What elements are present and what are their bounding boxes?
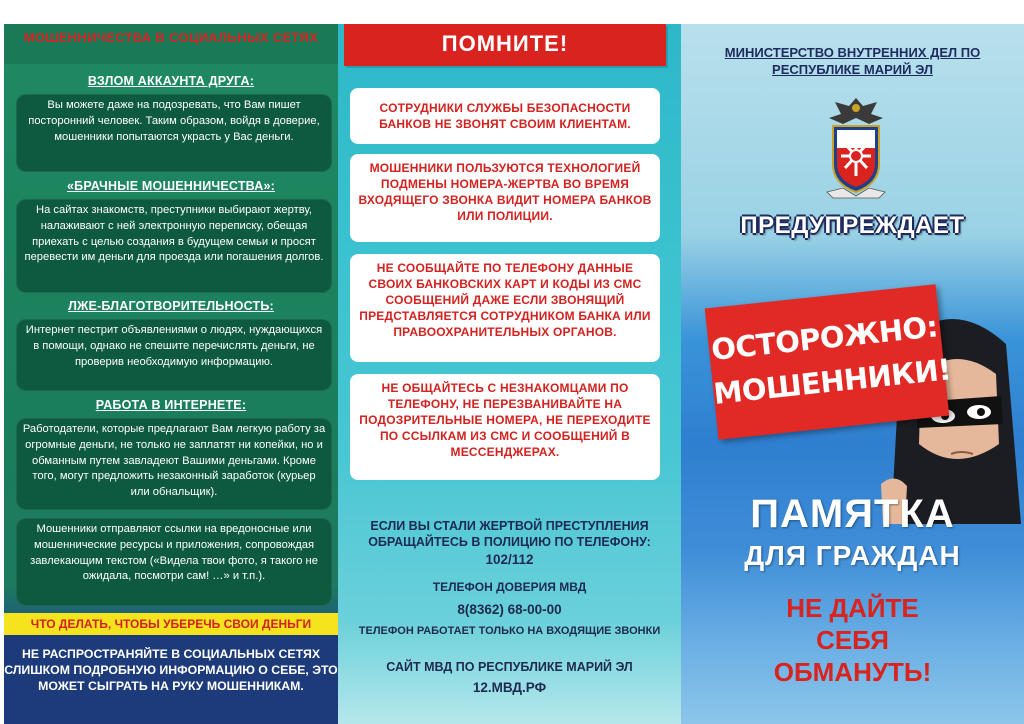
section-text-online-work: Работодатели, которые предлагают Вам легкую работу за огромные деньги, не только не заплатят ни копейки, но и обманным путем завладеют Вашими деньгами. Кроме того, могут предложить незаконный заработок (курьер или обнальщик). [16, 418, 332, 510]
police-phone: 102/112 [485, 552, 534, 567]
middle-panel [338, 24, 681, 724]
section-heading-fake-charity: ЛЖЕ-БЛАГОТВОРИТЕЛЬНОСТЬ: [68, 299, 274, 313]
left-panel [4, 24, 338, 724]
malicious-links-text: Мошенники отправляют ссылки на вредоносные или мошеннические ресурсы и приложения, сопровождая завлекающим текстом («Видела твои фото, я такого не ожидала, посмотри сам! …» и т.п.). [16, 518, 332, 606]
section-heading-marriage-fraud: «БРАЧНЫЕ МОШЕННИЧЕСТВА»: [67, 179, 275, 193]
sign-line-2: МОШЕННИКИ! [711, 352, 953, 411]
memo-title: ПАМЯТКА [750, 492, 955, 536]
mvd-emblem-icon [821, 92, 891, 202]
dont-line-3: ОБМАНУТЬ! [773, 657, 932, 687]
trust-line-label: ТЕЛЕФОН ДОВЕРИЯ МВД [432, 580, 587, 594]
privacy-advice: НЕ РАСПРОСТРАНЯЙТЕ В СОЦИАЛЬНЫХ СЕТЯХ СЛИШКОМ ПОДРОБНУЮ ИНФОРМАЦИЮ О СЕБЕ, ЭТО МОЖЕТ СЫГРАТЬ НА РУКУ МОШЕННИКАМ. [4, 635, 338, 724]
dont-be-fooled [681, 592, 1024, 688]
note-card-data: НЕ СООБЩАЙТЕ ПО ТЕЛЕФОНУ ДАННЫЕ СВОИХ БАНКОВСКИХ КАРТ И КОДЫ ИЗ СМС СООБЩЕНИЙ ДАЖЕ ЕСЛИ ЗВОНЯЩИЙ ПРЕДСТАВЛЯЕТСЯ СОТРУДНИКОМ БАНКА ИЛИ ПРАВООХРАНИТЕЛЬНЫХ ОРГАНОВ. [350, 254, 660, 362]
note-number-spoofing: МОШЕННИКИ ПОЛЬЗУЮТСЯ ТЕХНОЛОГИЕЙ ПОДМЕНЫ НОМЕРА-ЖЕРТВА ВО ВРЕМЯ ВХОДЯЩЕГО ЗВОНКА ВИДИТ НОМЕРА БАНКОВ ИЛИ ПОЛИЦИИ. [350, 154, 660, 242]
ministry-title: МИНИСТЕРСТВО ВНУТРЕННИХ ДЕЛ ПО РЕСПУБЛИКЕ МАРИЙ ЭЛ [724, 45, 981, 77]
section-text-fake-charity: Интернет пестрит объявлениями о людях, нуждающихся в помощи, однако не спешите перечислять деньги, не проверив необходимую информацию. [16, 319, 332, 391]
site-url: 12.МВД.РФ [472, 680, 547, 695]
section-heading-online-work: РАБОТА В ИНТЕРНЕТЕ: [95, 398, 247, 412]
trust-line-note: ТЕЛЕФОН РАБОТАЕТ ТОЛЬКО НА ВХОДЯЩИЕ ЗВОНКИ [358, 625, 661, 637]
note-bank-security: СОТРУДНИКИ СЛУЖБЫ БЕЗОПАСНОСТИ БАНКОВ НЕ ЗВОНЯТ СВОИМ КЛИЕНТАМ. [350, 88, 660, 144]
site-label: САЙТ МВД ПО РЕСПУБЛИКЕ МАРИЙ ЭЛ [386, 660, 633, 674]
right-panel [681, 24, 1024, 724]
victim-text: ЕСЛИ ВЫ СТАЛИ ЖЕРТВОЙ ПРЕСТУПЛЕНИЯ ОБРАЩАЙТЕСЬ В ПОЛИЦИЮ ПО ТЕЛЕФОНУ: [368, 519, 651, 549]
section-text-marriage-fraud: На сайтах знакомств, преступники выбирают жертву, налаживают с ней электронную переписку, обещая приехать с целью создания в будущем семьи и просят перевести им деньги для проезда или погашения долгов. [16, 199, 332, 293]
section-heading-account-hack: ВЗЛОМ АККАУНТА ДРУГА: [87, 74, 255, 88]
sign-line-1: ОСТОРОЖНО: [709, 309, 940, 367]
social-fraud-title: МОШЕННИЧЕСТВА В СОЦИАЛЬНЫХ СЕТЯХ [4, 24, 338, 64]
note-strangers: НЕ ОБЩАЙТЕСЬ С НЕЗНАКОМЦАМИ ПО ТЕЛЕФОНУ, НЕ ПЕРЕЗВАНИВАЙТЕ НА ПОДОЗРИТЕЛЬНЫЕ НОМЕРА, НЕ ПЕРЕХОДИТЕ ПО ССЫЛКАМ ИЗ СМС И СООБЩЕНИЙ В МЕССЕНДЖЕРАХ. [350, 374, 660, 480]
remember-banner: ПОМНИТЕ! [344, 24, 666, 66]
dont-line-2: СЕБЯ [816, 625, 889, 655]
warning-sign-text [705, 284, 953, 440]
memo-subtitle: ДЛЯ ГРАЖДАН [744, 540, 961, 571]
dont-line-1: НЕ ДАЙТЕ [786, 593, 919, 623]
trust-line-phone: 8(8362) 68-00-00 [457, 602, 562, 617]
protect-money-bar: ЧТО ДЕЛАТЬ, ЧТОБЫ УБЕРЕЧЬ СВОИ ДЕНЬГИ [4, 613, 338, 635]
section-text-account-hack: Вы можете даже на подозревать, что Вам пишет посторонний человек. Таким образом, войдя в доверие, мошенники попытаются украсть у Вас деньги. [16, 94, 332, 172]
warns-heading: ПРЕДУПРЕЖДАЕТ [740, 212, 965, 239]
